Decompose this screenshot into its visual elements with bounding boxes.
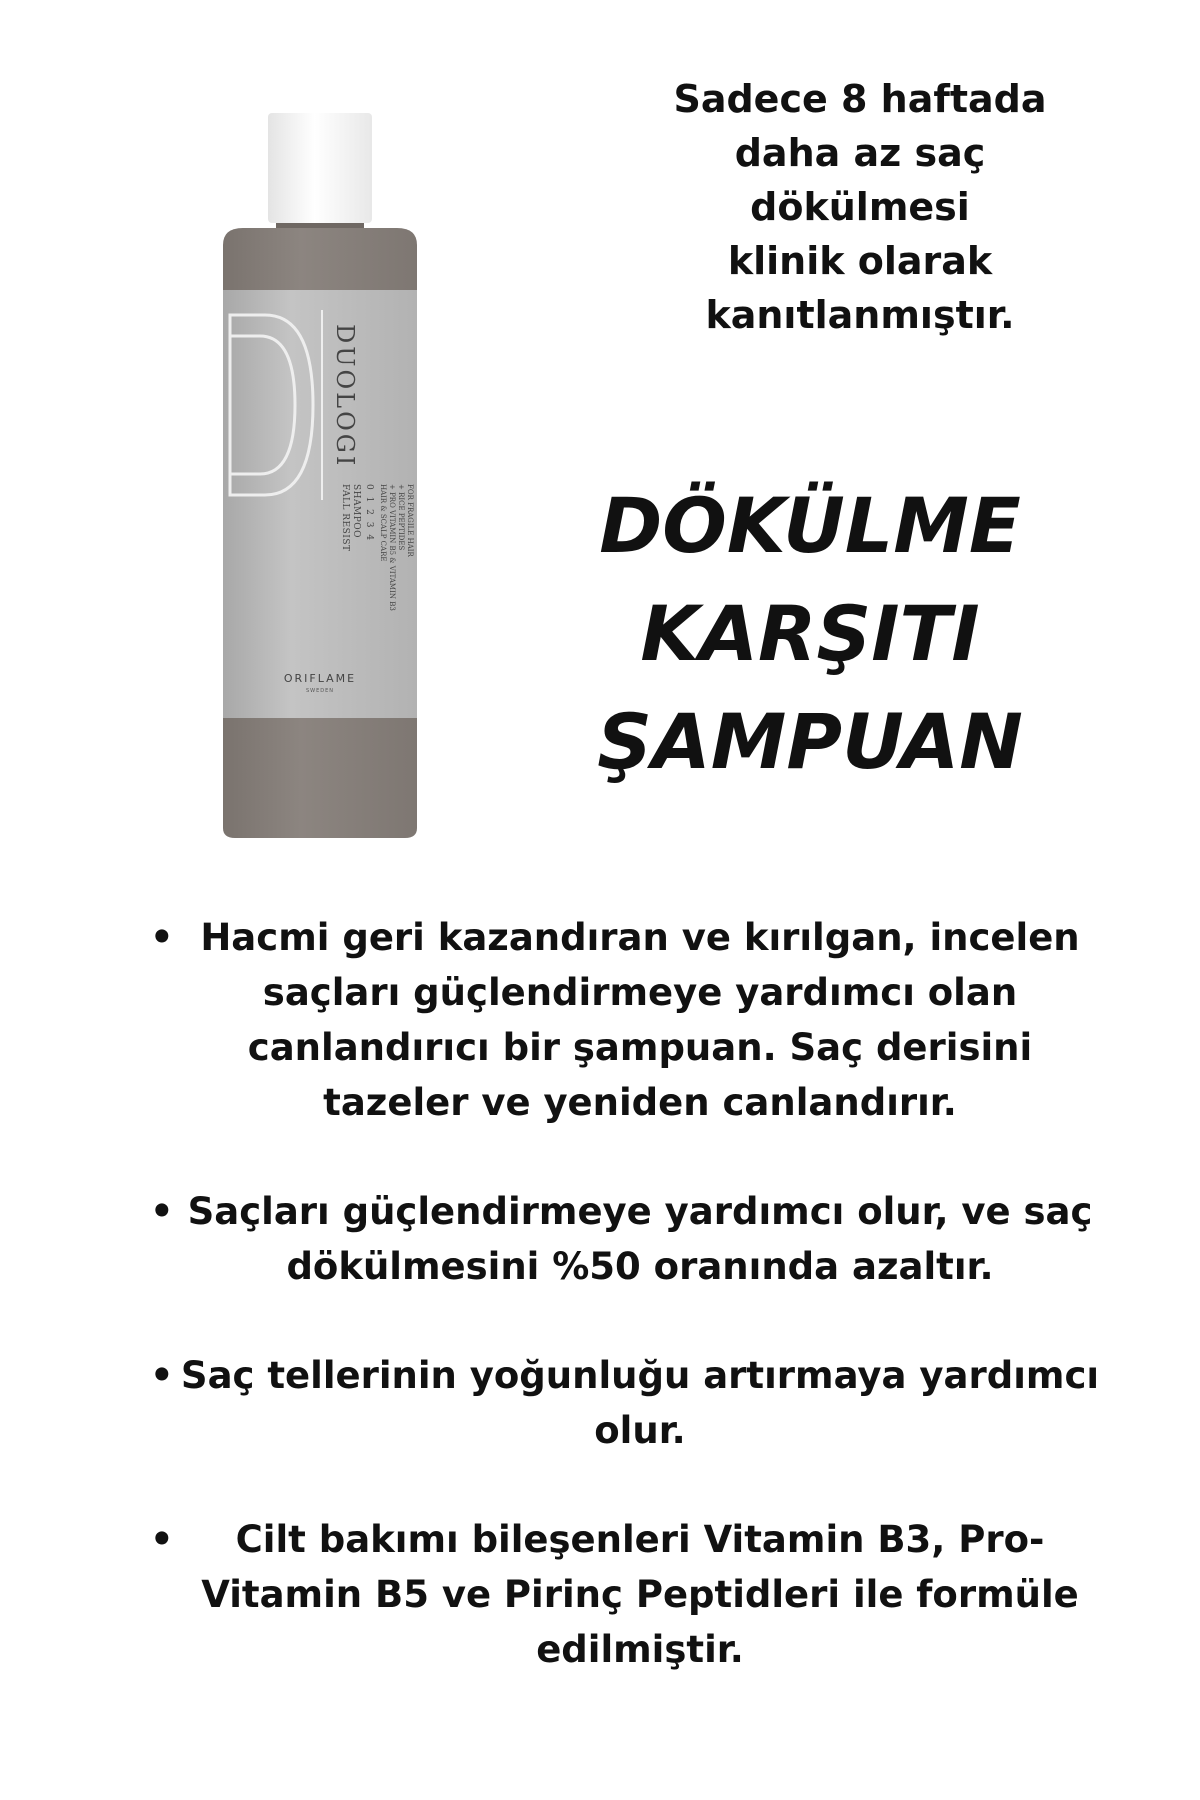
bottle-cap: [268, 113, 372, 223]
benefits-list: [150, 910, 1100, 1677]
ingredients-line: FOR FRAGILE HAIR: [406, 484, 414, 557]
list-item: [150, 1184, 1100, 1294]
list-item-text: Saçları güçlendirmeye yardımcı olur, ve saç dökülmesini %50 oranında azaltır.: [187, 1190, 1093, 1288]
list-item-text: Saç tellerinin yoğunluğu artırmaya yardımcı olur.: [180, 1354, 1100, 1452]
list-item-text: Hacmi geri kazandıran ve kırılgan, incelen saçları güçlendirmeye yardımcı olan canlandırıcı bir şampuan. Saç derisini tazeler ve yeniden canlandırır.: [200, 916, 1080, 1124]
shampoo-bottle-image: [205, 110, 435, 840]
maker-sub: SWEDEN: [305, 688, 335, 694]
tagline-line: kanıtlanmıştır.: [705, 293, 1015, 337]
headline-line: ŞAMPUAN: [597, 697, 1023, 786]
product-steps: 0 1 2 3 4: [364, 484, 374, 543]
product-name-1: FALL RESIST: [340, 484, 350, 552]
tagline-line: Sadece 8 haftada: [673, 77, 1047, 121]
bullet-dot: •: [150, 1190, 174, 1233]
list-item: [150, 910, 1100, 1130]
tagline-line: dökülmesi: [750, 185, 970, 229]
product-headline: [560, 472, 1060, 796]
list-item-text: Cilt bakımı bileşenleri Vitamin B3, Pro-Vitamin B5 ve Pirinç Peptidleri ile formüle edilmiştir.: [201, 1518, 1079, 1671]
ingredients-line: HAIR & SCALP CARE: [379, 484, 387, 562]
ingredients-line: + PRO VITAMIN B5 & VITAMIN B3: [388, 484, 396, 611]
bullet-dot: •: [150, 1518, 174, 1561]
maker-logo: ORIFLAME: [283, 672, 357, 685]
list-item: [150, 1512, 1100, 1677]
list-item: [150, 1348, 1100, 1458]
headline-line: KARŞITI: [640, 589, 980, 678]
bottle-top-band: [223, 228, 417, 290]
tagline: [620, 72, 1100, 342]
brand-name: DUOLOGI: [331, 324, 359, 469]
ingredients-line: + RICE PEPTIDES: [397, 484, 405, 551]
tagline-line: daha az saç: [734, 131, 986, 175]
bottle-bottom-band: [223, 718, 417, 838]
tagline-line: klinik olarak: [727, 239, 993, 283]
bullet-dot: •: [150, 1354, 174, 1397]
bullet-dot: •: [150, 916, 174, 959]
product-name-2: SHAMPOO: [351, 484, 361, 539]
headline-line: DÖKÜLME: [599, 481, 1021, 570]
